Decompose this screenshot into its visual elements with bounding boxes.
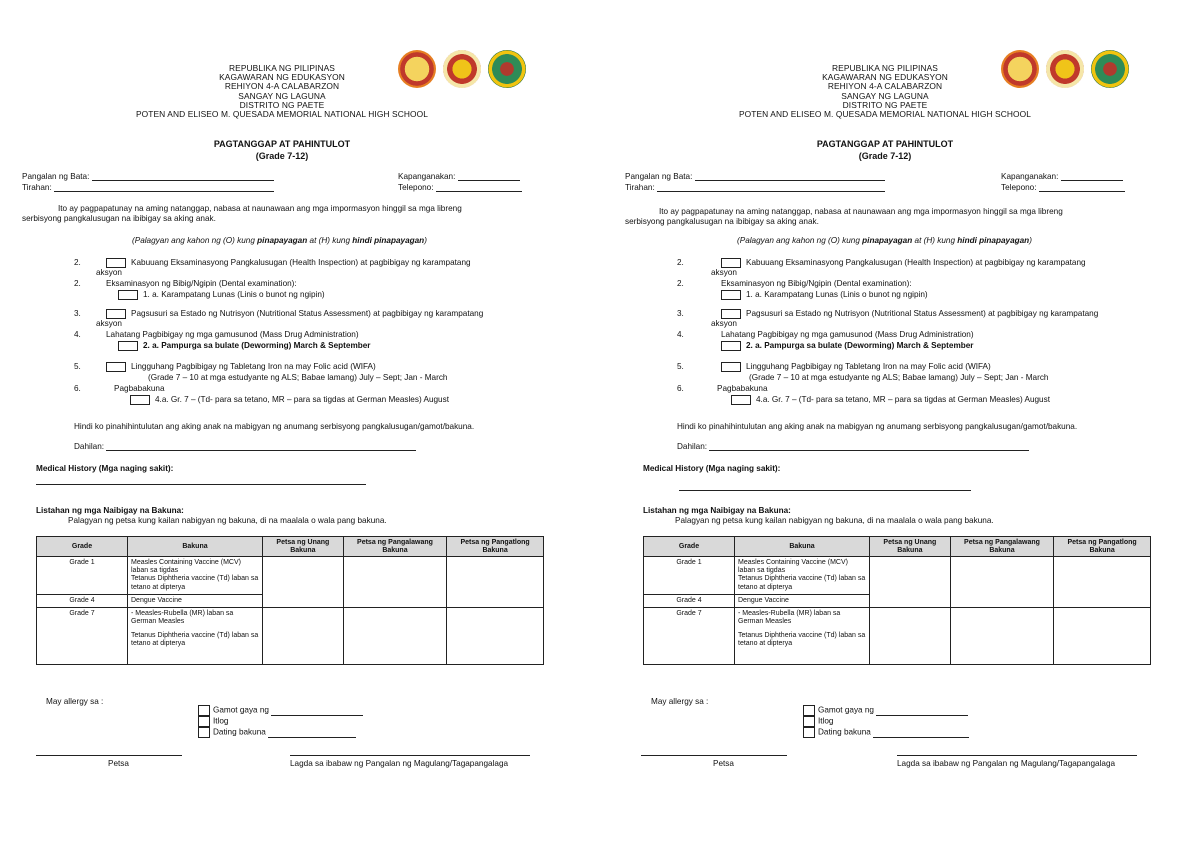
intro-line-1: Ito ay pagpapatunay na aming natanggap, nabasa at naunawaan ang mga impormasyon hinggil sa mga libreng <box>659 207 1063 216</box>
blank-line[interactable] <box>1061 172 1123 181</box>
item-vaccination: Pagbabakuna <box>114 384 165 393</box>
option-label: Itlog <box>213 716 229 726</box>
field-label: Kapanganakan: <box>398 172 456 181</box>
table-row <box>37 607 544 664</box>
instruction-text: (Palagyan ang kahon ng (O) kung <box>132 236 258 245</box>
consent-form-left <box>22 0 582 849</box>
instruction-text: at (H) kung <box>912 236 958 245</box>
title-sub: (Grade 7-12) <box>858 150 912 161</box>
checkbox[interactable] <box>130 395 150 405</box>
school-seal-icon <box>1046 50 1084 88</box>
checkbox[interactable] <box>106 258 126 268</box>
header-line: KAGAWARAN NG EDUKASYON <box>219 72 345 83</box>
vaccine-name: Measles Containing Vaccine (MCV) laban sa tigdas <box>131 559 241 575</box>
header-line: POTEN AND ELISEO M. QUESADA MEMORIAL NATIONAL HIGH SCHOOL <box>738 109 1032 120</box>
division-seal-icon <box>488 50 526 88</box>
school-seal-icon <box>443 50 481 88</box>
allergy-label: May allergy sa : <box>46 697 104 706</box>
header-line: DISTRITO NG PAETE <box>842 99 928 110</box>
option-label: Gamot gaya ng <box>213 705 269 715</box>
vaccine-list-heading: Listahan ng mga Naibigay na Bakuna: <box>36 506 184 515</box>
item-number: 2. <box>74 258 81 267</box>
column-header: Petsa ng Unang Bakuna <box>263 537 344 557</box>
column-header: Petsa ng Pangatlong Bakuna <box>447 537 544 557</box>
blank-line[interactable] <box>709 442 1029 451</box>
vaccine-name: Tetanus Diphtheria vaccine (Td) laban sa tetano at dipterya <box>738 631 866 647</box>
vaccine-name: Measles Containing Vaccine (MCV) laban sa tigdas <box>738 559 848 575</box>
instruction-text: (Palagyan ang kahon ng (O) kung <box>737 236 863 245</box>
date-cell[interactable] <box>1054 557 1151 607</box>
item-text: 1. a. Karampatang Lunas (Linis o bunot ng ngipin) <box>143 290 325 300</box>
vaccine-cell <box>735 557 870 594</box>
vaccine-cell <box>128 607 263 664</box>
instruction <box>737 236 1032 245</box>
column-header: Petsa ng Pangatlong Bakuna <box>1054 537 1151 557</box>
blank-line[interactable] <box>458 172 520 181</box>
item-wifa <box>106 362 376 372</box>
column-header: Grade <box>644 537 735 557</box>
vaccine-table <box>36 536 544 665</box>
date-cell[interactable] <box>870 557 951 607</box>
instruction-bold: hindi pinapayagan <box>957 236 1030 245</box>
blank-line[interactable] <box>873 729 969 738</box>
item-dental: Eksaminasyon ng Bibig/Ngipin (Dental examination): <box>721 279 912 288</box>
grade-cell: Grade 1 <box>644 557 735 594</box>
medical-history-label: Medical History (Mga naging sakit): <box>643 464 781 473</box>
item-cont: aksyon <box>711 319 737 328</box>
item-dental-sub <box>721 290 928 300</box>
date-cell[interactable] <box>343 607 446 664</box>
field-label: Kapanganakan: <box>1001 172 1059 181</box>
header-line: KAGAWARAN NG EDUKASYON <box>822 72 948 83</box>
column-header: Petsa ng Pangalawang Bakuna <box>343 537 446 557</box>
blank-line[interactable] <box>695 172 885 181</box>
date-cell[interactable] <box>1054 607 1151 664</box>
grade-cell: Grade 1 <box>37 557 128 594</box>
item-text: Kabuuang Eksaminasyong Pangkalusugan (Health Inspection) at pagbibigay ng karampatang <box>746 258 1086 268</box>
blank-line[interactable] <box>92 172 274 181</box>
field-telepono[interactable] <box>1001 183 1125 192</box>
blank-line[interactable] <box>1039 183 1125 192</box>
header-line: DISTRITO NG PAETE <box>239 99 325 110</box>
grade-cell: Grade 4 <box>37 594 128 607</box>
option-label: Itlog <box>818 716 834 726</box>
header-line: SANGAY NG LAGUNA <box>841 90 929 101</box>
checkbox[interactable] <box>731 395 751 405</box>
option-label: Dating bakuna <box>213 727 266 737</box>
vaccine-name: - Measles-Rubella (MR) laban sa German Measles <box>738 609 841 625</box>
option-label: Dating bakuna <box>818 727 871 737</box>
instruction-text: ) <box>424 236 427 245</box>
vaccine-name: - Measles-Rubella (MR) laban sa German Measles <box>131 609 234 625</box>
checkbox[interactable] <box>803 716 815 727</box>
item-text: Lingguhang Pagbibigay ng Tabletang Iron na may Folic acid (WIFA) <box>746 362 991 372</box>
medical-history-label: Medical History (Mga naging sakit): <box>36 464 174 473</box>
title-main: PAGTANGGAP AT PAHINTULOT <box>213 139 351 149</box>
item-dental: Eksaminasyon ng Bibig/Ngipin (Dental examination): <box>106 279 297 288</box>
item-number: 3. <box>74 309 81 318</box>
header-line: REPUBLIKA NG PILIPINAS <box>832 63 938 73</box>
blank-line[interactable] <box>106 442 416 451</box>
checkbox[interactable] <box>721 309 741 319</box>
item-cont: aksyon <box>96 319 122 328</box>
seal-group <box>1001 50 1129 88</box>
refusal-text: Hindi ko pinahihintulutan ang aking anak na mabigyan ng anumang serbisyong pangkalusugan/gamot/bakuna. <box>74 422 475 431</box>
parent-signature-line[interactable] <box>290 755 530 756</box>
item-deworming <box>118 341 371 351</box>
title-main: PAGTANGGAP AT PAHINTULOT <box>816 139 954 149</box>
item-text: 4.a. Gr. 7 – (Td- para sa tetano, MR – para sa tigdas at German Measles) August <box>756 395 1050 405</box>
parent-signature-line[interactable] <box>897 755 1137 756</box>
checkbox[interactable] <box>721 258 741 268</box>
field-label: Tirahan: <box>22 183 52 192</box>
field-dahilan[interactable] <box>677 442 1029 451</box>
item-cont: aksyon <box>96 268 122 277</box>
date-cell[interactable] <box>447 557 544 607</box>
blank-line[interactable] <box>657 183 885 192</box>
item-number: 5. <box>677 362 684 371</box>
column-header: Petsa ng Unang Bakuna <box>870 537 951 557</box>
date-signature-line[interactable] <box>36 755 182 756</box>
field-label: Dahilan: <box>74 442 105 451</box>
item-text: Pagsusuri sa Estado ng Nutrisyon (Nutritional Status Assessment) at pagbibigay ng karampatang <box>746 309 1099 319</box>
parent-signature-label: Lagda sa ibabaw ng Pangalan ng Magulang/Tagapangalaga <box>897 759 1116 768</box>
field-tirahan[interactable] <box>22 183 274 192</box>
parent-signature-label: Lagda sa ibabaw ng Pangalan ng Magulang/Tagapangalaga <box>290 759 509 768</box>
intro-line-2: serbisyong pangkalusugan na ibibigay sa aking anak. <box>22 214 216 223</box>
item-mass-drug: Lahatang Pagbibigay ng mga gamusunod (Mass Drug Administration) <box>106 330 359 339</box>
checkbox[interactable] <box>118 341 138 351</box>
allergy-option-gamot <box>198 705 363 716</box>
medical-history-line[interactable] <box>36 484 366 485</box>
item-text: Pagsusuri sa Estado ng Nutrisyon (Nutritional Status Assessment) at pagbibigay ng karampatang <box>131 309 484 319</box>
vaccine-cell <box>128 557 263 594</box>
item-wifa-sub: (Grade 7 – 10 at mga estudyante ng ALS; Babae lamang) July – Sept; Jan - March <box>749 373 1049 382</box>
item-health-inspection <box>721 258 1086 268</box>
item-text: Lingguhang Pagbibigay ng Tabletang Iron na may Folic acid (WIFA) <box>131 362 376 372</box>
instruction-bold: hindi pinapayagan <box>352 236 425 245</box>
vaccine-list-heading: Listahan ng mga Naibigay na Bakuna: <box>643 506 791 515</box>
field-label: Dahilan: <box>677 442 708 451</box>
item-number: 3. <box>677 309 684 318</box>
item-number: 2. <box>677 279 684 288</box>
grade-cell: Grade 4 <box>644 594 735 607</box>
checkbox[interactable] <box>803 705 815 716</box>
blank-line[interactable] <box>271 707 363 716</box>
blank-line[interactable] <box>876 707 968 716</box>
item-nutrition <box>721 309 1098 319</box>
table-row <box>644 557 1151 594</box>
checkbox[interactable] <box>118 290 138 300</box>
checkbox[interactable] <box>106 362 126 372</box>
form-title <box>625 139 1145 162</box>
checkbox[interactable] <box>721 362 741 372</box>
checkbox[interactable] <box>198 716 210 727</box>
item-text: 2. a. Pampurga sa bulate (Deworming) March & September <box>143 341 371 351</box>
header-line: REHIYON 4-A CALABARZON <box>224 81 340 92</box>
item-nutrition <box>106 309 483 319</box>
item-number: 2. <box>677 258 684 267</box>
field-label: Telepono: <box>1001 183 1037 192</box>
form-title <box>22 139 542 162</box>
allergy-option-itlog <box>803 716 833 727</box>
vaccine-cell <box>735 607 870 664</box>
blank-line[interactable] <box>54 183 274 192</box>
item-wifa-sub: (Grade 7 – 10 at mga estudyante ng ALS; Babae lamang) July – Sept; Jan - March <box>148 373 448 382</box>
item-number: 6. <box>74 384 81 393</box>
table-header-row <box>644 537 1151 557</box>
deped-logo-icon <box>1001 50 1039 88</box>
date-cell[interactable] <box>950 557 1053 607</box>
item-number: 4. <box>74 330 81 339</box>
table-header-row <box>37 537 544 557</box>
item-vaccination-sub <box>731 395 1050 405</box>
blank-line[interactable] <box>268 729 356 738</box>
allergy-label: May allergy sa : <box>651 697 709 706</box>
field-label: Telepono: <box>398 183 434 192</box>
column-header: Grade <box>37 537 128 557</box>
checkbox[interactable] <box>721 341 741 351</box>
field-pangalan[interactable] <box>625 172 885 181</box>
title-sub: (Grade 7-12) <box>255 150 309 161</box>
item-number: 4. <box>677 330 684 339</box>
item-number: 2. <box>74 279 81 288</box>
vaccine-cell: Dengue Vaccine <box>128 594 263 607</box>
item-text: Kabuuang Eksaminasyong Pangkalusugan (Health Inspection) at pagbibigay ng karampatang <box>131 258 471 268</box>
column-header: Bakuna <box>735 537 870 557</box>
vaccine-list-note: Palagyan ng petsa kung kailan nabigyan ng bakuna, di na maalala o wala pang bakuna. <box>68 516 387 525</box>
field-tirahan[interactable] <box>625 183 885 192</box>
allergy-option-gamot <box>803 705 968 716</box>
item-mass-drug: Lahatang Pagbibigay ng mga gamusunod (Mass Drug Administration) <box>721 330 974 339</box>
field-label: Pangalan ng Bata: <box>625 172 693 181</box>
allergy-option-bakuna <box>803 727 969 738</box>
item-wifa <box>721 362 991 372</box>
instruction <box>132 236 427 245</box>
refusal-text: Hindi ko pinahihintulutan ang aking anak na mabigyan ng anumang serbisyong pangkalusugan/gamot/bakuna. <box>677 422 1078 431</box>
intro-line-2: serbisyong pangkalusugan na ibibigay sa aking anak. <box>625 217 819 226</box>
item-number: 5. <box>74 362 81 371</box>
item-text: 2. a. Pampurga sa bulate (Deworming) March & September <box>746 341 974 351</box>
date-cell[interactable] <box>950 607 1053 664</box>
checkbox[interactable] <box>803 727 815 738</box>
header-line: POTEN AND ELISEO M. QUESADA MEMORIAL NATIONAL HIGH SCHOOL <box>135 109 429 120</box>
consent-form-right <box>625 0 1185 849</box>
division-seal-icon <box>1091 50 1129 88</box>
header-line: REHIYON 4-A CALABARZON <box>827 81 943 92</box>
date-cell[interactable] <box>343 557 446 607</box>
field-telepono[interactable] <box>398 183 522 192</box>
field-kapanganakan[interactable] <box>398 172 520 181</box>
item-vaccination-sub <box>130 395 449 405</box>
date-label: Petsa <box>108 759 129 768</box>
instruction-text: ) <box>1029 236 1032 245</box>
date-cell[interactable] <box>447 607 544 664</box>
header-line: REPUBLIKA NG PILIPINAS <box>229 63 335 73</box>
vaccine-table <box>643 536 1151 665</box>
allergy-option-itlog <box>198 716 228 727</box>
item-number: 6. <box>677 384 684 393</box>
seal-group <box>398 50 526 88</box>
vaccine-name: Tetanus Diphtheria vaccine (Td) laban sa tetano at dipterya <box>738 575 866 591</box>
date-signature-line[interactable] <box>641 755 787 756</box>
item-dental-sub <box>118 290 325 300</box>
field-label: Tirahan: <box>625 183 655 192</box>
item-health-inspection <box>106 258 471 268</box>
grade-cell: Grade 7 <box>644 607 735 664</box>
option-label: Gamot gaya ng <box>818 705 874 715</box>
column-header: Petsa ng Pangalawang Bakuna <box>950 537 1053 557</box>
header-line: SANGAY NG LAGUNA <box>238 90 326 101</box>
date-cell[interactable] <box>263 607 344 664</box>
checkbox[interactable] <box>198 705 210 716</box>
table-row <box>644 607 1151 664</box>
vaccine-list-note: Palagyan ng petsa kung kailan nabigyan ng bakuna, di na maalala o wala pang bakuna. <box>675 516 994 525</box>
item-deworming <box>721 341 974 351</box>
table-row <box>37 557 544 594</box>
vaccine-cell: Dengue Vaccine <box>735 594 870 607</box>
field-kapanganakan[interactable] <box>1001 172 1123 181</box>
allergy-option-bakuna <box>198 727 356 738</box>
intro-line-1: Ito ay pagpapatunay na aming natanggap, nabasa at naunawaan ang mga impormasyon hinggil sa mga libreng <box>58 204 462 213</box>
field-dahilan[interactable] <box>74 442 416 451</box>
item-text: 1. a. Karampatang Lunas (Linis o bunot ng ngipin) <box>746 290 928 300</box>
date-cell[interactable] <box>870 607 951 664</box>
instruction-bold: pinapayagan <box>257 236 308 245</box>
grade-cell: Grade 7 <box>37 607 128 664</box>
instruction-text: at (H) kung <box>307 236 353 245</box>
checkbox[interactable] <box>106 309 126 319</box>
item-text: 4.a. Gr. 7 – (Td- para sa tetano, MR – para sa tigdas at German Measles) August <box>155 395 449 405</box>
vaccine-name: Tetanus Diphtheria vaccine (Td) laban sa tetano at dipterya <box>131 575 259 591</box>
item-cont: aksyon <box>711 268 737 277</box>
blank-line[interactable] <box>436 183 522 192</box>
checkbox[interactable] <box>198 727 210 738</box>
field-label: Pangalan ng Bata: <box>22 172 90 181</box>
item-vaccination: Pagbabakuna <box>717 384 768 393</box>
instruction-bold: pinapayagan <box>862 236 913 245</box>
field-pangalan[interactable] <box>22 172 274 181</box>
column-header: Bakuna <box>128 537 263 557</box>
vaccine-name: Tetanus Diphtheria vaccine (Td) laban sa tetano at dipterya <box>131 631 259 647</box>
deped-logo-icon <box>398 50 436 88</box>
date-cell[interactable] <box>263 557 344 607</box>
date-label: Petsa <box>713 759 734 768</box>
medical-history-line[interactable] <box>679 490 971 491</box>
checkbox[interactable] <box>721 290 741 300</box>
